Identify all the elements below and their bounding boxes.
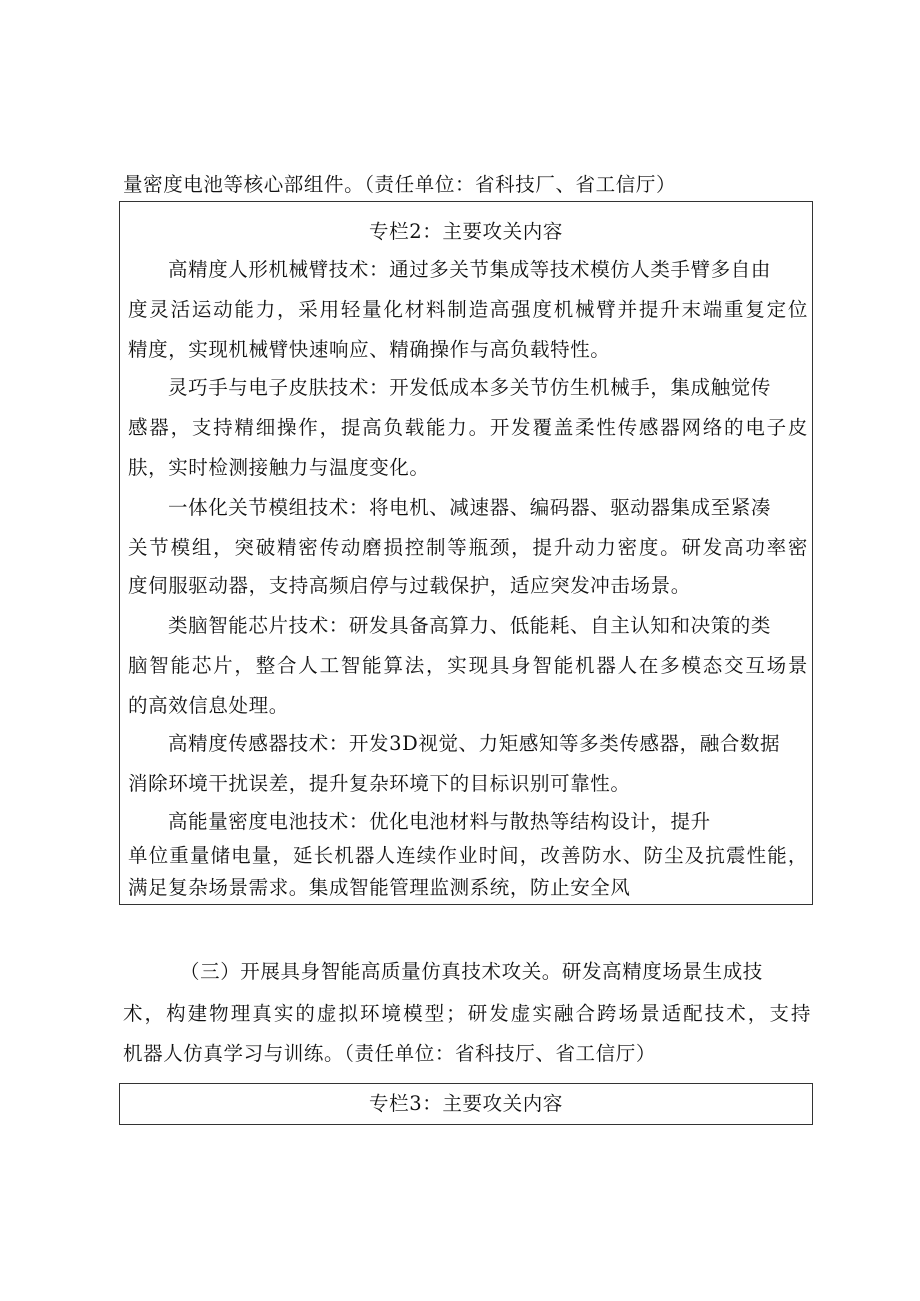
section-3-l3: 机器人仿真学习与训练。（责任单位：省科技厅、省工信厅） — [123, 1042, 656, 1065]
continuation-text: 量密度电池等核心部组件。（责任单位：省科技厂、省工信厅） — [123, 173, 677, 196]
box-2-p6-l1: 高能量密度电池技术：优化电池材料与散热等结构设计，提升 — [168, 810, 711, 833]
box-2-p4-l3: 的高效信息处理。 — [128, 694, 289, 717]
box-2-p2-l2: 感器，支持精细操作，提高负载能力。开发覆盖柔性传感器网络的电子皮 — [128, 416, 808, 439]
box-2-p3-l2: 关节模组，突破精密传动磨损控制等瓶颈，提升动力密度。研发高功率密 — [128, 536, 808, 559]
column-box-2 — [119, 201, 813, 905]
box-2-p2-l1: 灵巧手与电子皮肤技术：开发低成本多关节仿生机械手，集成触觉传 — [168, 376, 772, 399]
box-2-p3-l3: 度伺服驱动器，支持高频启停与过载保护，适应突发冲击场景。 — [128, 574, 691, 597]
section-3-l1: （三）开展具身智能高质量仿真技术攻关。研发高精度场景生成技 — [180, 960, 763, 983]
box-2-p1-l2: 度灵活运动能力，采用轻量化材料制造高强度机械臂并提升末端重复定位 — [128, 298, 808, 321]
box-2-p4-l1: 类脑智能芯片技术：研发具备高算力、低能耗、自主认知和决策的类 — [168, 614, 772, 637]
box-2-p5-l1: 高精度传感器技术：开发3D视觉、力矩感知等多类传感器，融合数据 — [168, 732, 781, 755]
box-2-p4-l2: 脑智能芯片，整合人工智能算法，实现具身智能机器人在多模态交互场景 — [128, 654, 808, 677]
box-2-p6-l2: 单位重量储电量，延长机器人连续作业时间，改善防水、防尘及抗震性能， — [128, 844, 808, 867]
box-2-p3-l1: 一体化关节模组技术：将电机、减速器、编码器、驱动器集成至紧凑 — [168, 496, 772, 519]
column-box-3 — [119, 1083, 813, 1125]
box-2-p6-l3: 满足复杂场景需求。集成智能管理监测系统，防止安全风 — [128, 876, 631, 899]
box-2-p5-l2: 消除环境干扰误差，提升复杂环境下的目标识别可靠性。 — [128, 772, 631, 795]
box-2-title: 专栏2：主要攻关内容 — [369, 220, 563, 243]
box-2-p2-l3: 肤，实时检测接触力与温度变化。 — [128, 456, 430, 479]
section-3-l2: 术，构建物理真实的虚拟环境模型；研发虚实融合跨场景适配技术，支持 — [123, 1002, 811, 1025]
box-2-p1-l1: 高精度人形机械臂技术：通过多关节集成等技术模仿人类手臂多自由 — [168, 258, 772, 281]
box-2-p1-l3: 精度，实现机械臂快速响应、精确操作与高负载特性。 — [128, 338, 611, 361]
box-3-title: 专栏3：主要攻关内容 — [369, 1092, 563, 1115]
